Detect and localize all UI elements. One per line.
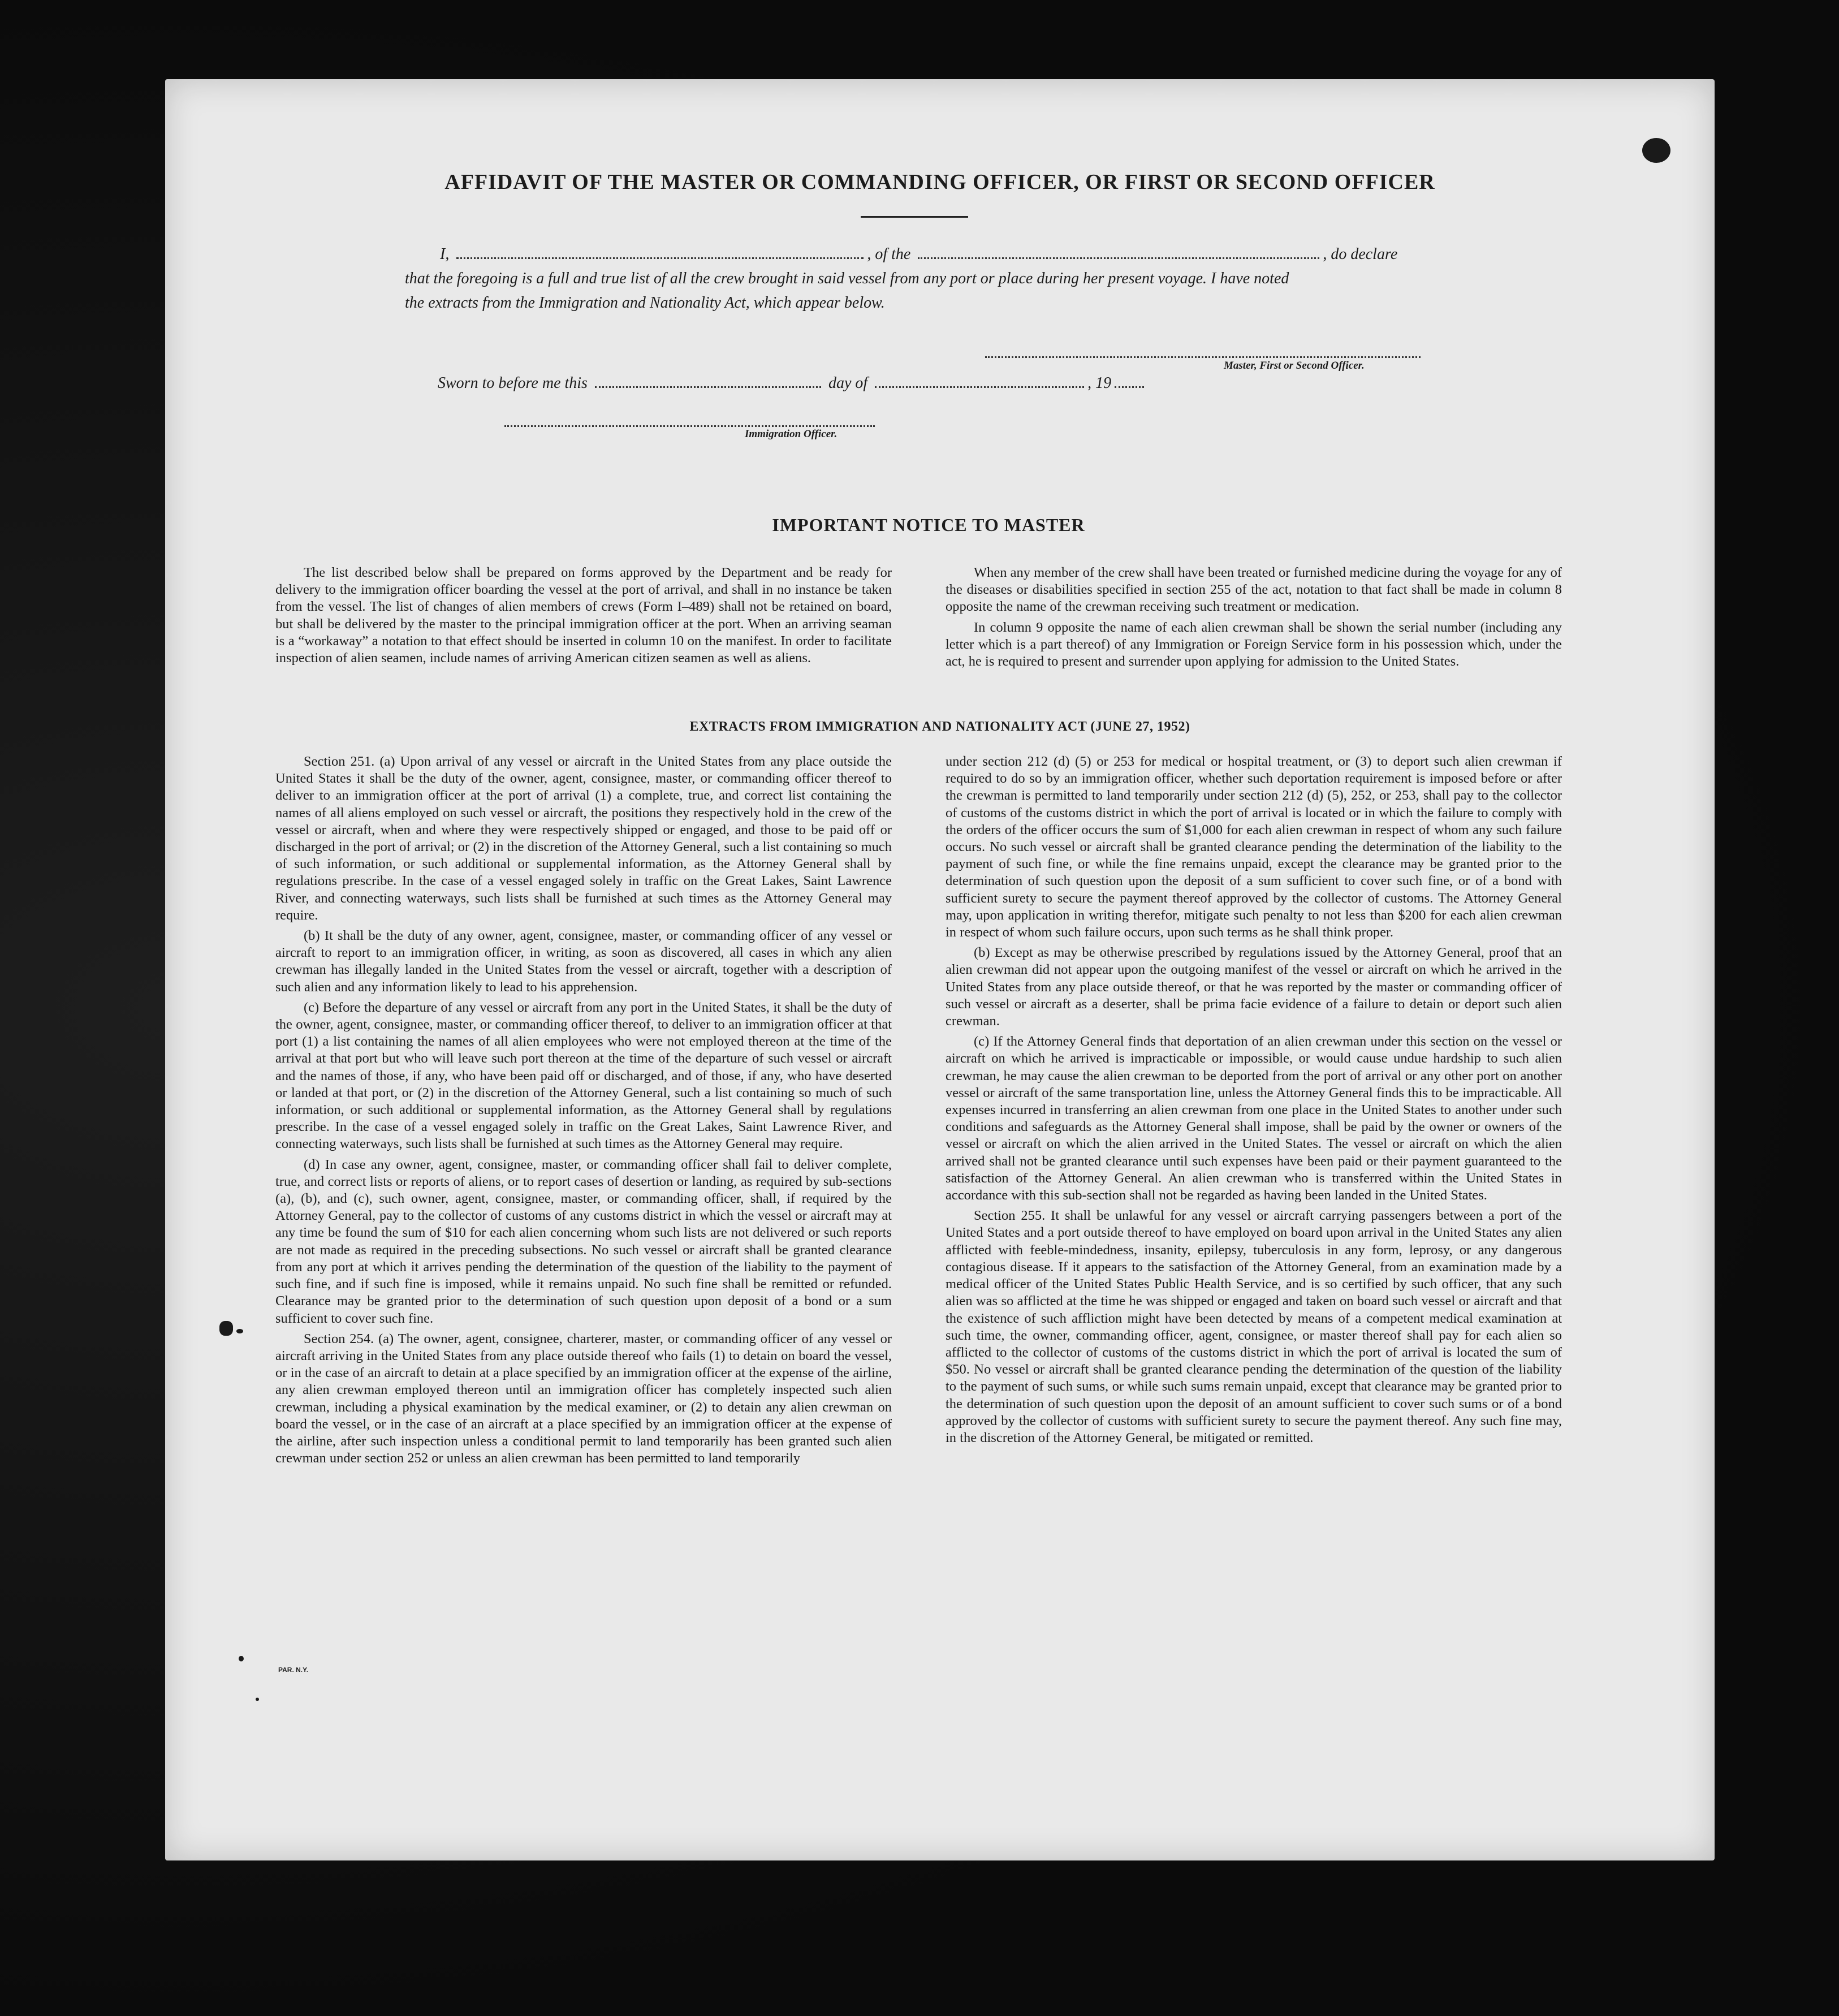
notice-left-column	[275, 564, 892, 670]
sworn-month-blank	[875, 386, 1084, 388]
name-blank	[456, 257, 864, 259]
notice-title: IMPORTANT NOTICE TO MASTER	[772, 515, 1085, 535]
vessel-blank	[918, 257, 1319, 259]
extract-paragraph: Section 255. It shall be unlawful for any vessel or aircraft carrying passengers between a port of the United States and a port outside thereof to have employed on board upon arrival in the United States any alien afflicted with feeble-mindedness, insanity, epilepsy, tuberculosis in any form, leprosy, or any dangerous contagious disease. If it appears to the satisfaction of the Attorney General, from an examination made by a medical officer of the United States Public Health Service, and is so certified by such officer, that any such alien was so afflicted at the time he was shipped or engaged and taken on board such vessel or aircraft and that the existence of such affliction might have been detected by means of a competent medical examination at such time, the owner, commanding officer, agent, consignee, or master thereof shall pay for each alien so afflicted to the collector of customs of the customs district in which the port of arrival is located the sum of $50. No vessel or aircraft shall be granted clearance pending the determination of the question of the liability to the payment of such sums, or while such sums remain unpaid, except that clearance may be granted prior to the determination of such question upon the deposit of an amount sufficient to cover such sums or of a bond approved by the collector of customs with sufficient surety to secure the payment thereof. Any such fine may, in the discretion of the Attorney General, be mitigated or remitted.	[946, 1208, 1562, 1445]
declaration-of-the: , of the	[867, 245, 911, 263]
declaration-text-1: that the foregoing is a full and true list of all the crew brought in said vessel from any port or place during her present voyage. I have noted	[405, 270, 1289, 287]
declaration-text-2: the extracts from the Immigration and Nationality Act, which appear below.	[405, 294, 885, 312]
extract-paragraph: (c) Before the departure of any vessel or aircraft from any port in the United States, it shall be the duty of the owner, agent, consignee, master, or commanding officer thereof, to deliver to an immigration officer at that port (1) a list containing the names of all alien employees who were not employed thereon at the time of the arrival at that port but who will leave such port thereon at the time of the departure of such vessel or aircraft and the names of those, if any, who have been paid off or discharged, and of those, if any, who have deserted or landed at that port, or (2) in the discretion of the Attorney General, such a list containing so much of such information, or such additional or supplemental information, as the Attorney General shall by regulations prescribe. In the case of a vessel engaged solely in traffic on the Great Lakes, Saint Lawrence River, and connecting waterways, such lists shall be furnished at such times as the Attorney General may require.	[275, 999, 892, 1152]
extract-paragraph: (b) Except as may be otherwise prescribed by regulations issued by the Attorney General, proof that an alien crewman did not appear upon the outgoing manifest of the vessel or aircraft on which he arrived in the United States from any place outside thereof, or that he was reported by the master or commanding officer of such vessel or aircraft as a deserter, shall be prima facie evidence of a failure to detain or deport such alien crewman.	[946, 945, 1562, 1029]
notice-paragraph: When any member of the crew shall have been treated or furnished medicine during the voyage for any of the diseases or disabilities specified in section 255 of the act, notation to that fact shall be made in column 8 opposite the name of the crewman receiving such treatment or medication.	[946, 565, 1562, 615]
ink-splatter	[219, 1321, 233, 1336]
extract-paragraph: (c) If the Attorney General finds that deportation of an alien crewman under this section on the vessel or aircraft on which he arrived is impracticable or impossible, or would cause undue hardship to such alien crewman, he may cause the alien crewman to be deported from the port of arrival or any other port on another vessel or aircraft of the same transportation line, unless the Attorney General finds this to be impracticable. All expenses incurred in transferring an alien crewman from one place in the United States to another under such conditions and safeguards as the Attorney General shall impose, shall be paid by the owner or owners of the vessel or aircraft on which the alien arrived in the United States. The vessel or aircraft on which the alien arrived shall not be granted clearance until such expenses have been paid or their payment guaranteed to the satisfaction of the Attorney General. An alien crewman who is transferred within the United States in accordance with this sub-section shall not be regarded as having been landed in the United States.	[946, 1034, 1562, 1203]
immigration-officer-signature-line	[504, 425, 875, 427]
extract-paragraph: (d) In case any owner, agent, consignee, master, or commanding officer shall fail to deliver complete, true, and correct lists or reports of aliens, or to report cases of desertion or landing, as required by sub-sections (a), (b), and (c), such owner, agent, consignee, master, or commanding officer, shall, if required by the Attorney General, pay to the collector of customs of any customs district in which the vessel or aircraft may at any time be found the sum of $10 for each alien concerning whom such lists are not delivered or such reports are not made as required in the preceding subsections. No such vessel or aircraft shall be granted clearance from any port at which it arrives pending the determination of the question of the liability to the payment of such fine, and if such fine is imposed, while it remains unpaid. No such fine shall be remitted or refunded. Clearance may be granted prior to the determination of such question upon deposit of a bond or a sum sufficient to cover such fine.	[275, 1156, 892, 1326]
extract-paragraph: Section 254. (a) The owner, agent, consignee, charterer, master, or commanding officer of any vessel or aircraft arriving in the United States from any place outside thereof who fails (1) to detain on board the vessel, or in the case of an aircraft to detain at a place specified by an immigration officer at the expense of the airline, any alien crewman employed thereon until an immigration officer has completely inspected such alien crewman, including a physical examination by the medical examiner, or (2) to detain any alien crewman on board the vessel, or in the case of an aircraft at a place specified by an immigration officer at the expense of the airline, after such inspection unless a conditional permit to land temporarily has been granted such alien crewman under section 252 or unless an alien crewman has been permitted to land temporarily	[275, 1331, 892, 1466]
sworn-year-blank	[1115, 386, 1144, 388]
master-signature-line	[985, 356, 1421, 358]
printer-mark: PAR. N.Y.	[278, 1666, 309, 1674]
sworn-prefix: Sworn to before me this	[438, 374, 588, 392]
notice-right-column	[946, 564, 1562, 674]
affidavit-title: AFFIDAVIT OF THE MASTER OR COMMANDING OFFICER, OR FIRST OR SECOND OFFICER	[444, 170, 1435, 194]
sworn-line	[438, 374, 1147, 392]
extract-paragraph: Section 251. (a) Upon arrival of any vessel or aircraft in the United States from any place outside the United States it shall be the duty of the owner, agent, consignee, master, or commanding officer thereof to deliver to an immigration officer at the port of arrival (1) a complete, true, and correct list containing the names of all aliens employed on such vessel or aircraft, the positions they respectively hold in the crew of the vessel or aircraft, when and where they were respectively shipped or engaged, and those to be paid off or discharged in the port of arrival; or (2) in the discretion of the Attorney General, such a list containing so much of such information, or such additional or supplemental information, as the Attorney General shall by regulations prescribe. In the case of a vessel engaged solely in traffic on the Great Lakes, Saint Lawrence River, and connecting waterways, such lists shall be furnished at such times as the Attorney General may require.	[275, 754, 892, 923]
ink-speck	[256, 1698, 259, 1701]
immigration-officer-label: Immigration Officer.	[745, 428, 838, 440]
notice-paragraph: In column 9 opposite the name of each alien crewman shall be shown the serial number (including any letter which is a part thereof) of any Immigration or Foreign Service form in his possession which, under the act, he is required to present and surrender upon applying for admission to the United States.	[946, 619, 1562, 670]
master-signature-label: Master, First or Second Officer.	[1224, 360, 1365, 372]
extracts-title: EXTRACTS FROM IMMIGRATION AND NATIONALITY ACT (JUNE 27, 1952)	[689, 719, 1190, 734]
extract-paragraph: under section 212 (d) (5) or 253 for medical or hospital treatment, or (3) to deport such alien crewman if required to do so by an immigration officer, whether such deportation requirement is imposed before or after the crewman is permitted to land temporarily under section 212 (d) (5), 252, or 253, shall pay to the collector of customs of the customs district in which the port of arrival is located or in which the failure to comply with the orders of the officer occurs the sum of $1,000 for each alien crewman in respect of whom any such failure occurs. No such vessel or aircraft shall be granted clearance pending the determination of the liability to the payment of such fine, or while the fine remains unpaid, except the clearance may be granted prior to the determination of such question upon the deposit of a sum sufficient to cover such fine, or of a bond with sufficient surety to secure the payment thereof approved by the collector of customs. The Attorney General may, upon application in writing therefor, mitigate such penalty to not less than $200 for each alien crewman in respect of whom such failure occurs, upon such terms as he shall think proper.	[946, 754, 1562, 940]
extract-left-column	[275, 753, 892, 1470]
notice-paragraph: The list described below shall be prepared on forms approved by the Department and be ready for delivery to the immigration officer boarding the vessel at the port of arrival, and shall in no instance be taken from the vessel. The list of changes of alien members of crews (Form I–489) shall not be retained on board, but shall be delivered by the master to the principal immigration officer at the port. When an arriving seaman is a “workaway” a notation to that effect should be inserted in column 10 on the manifest. In order to facilitate inspection of alien seamen, include names of arriving American citizen seamen as well as aliens.	[275, 565, 892, 666]
title-rule	[861, 216, 968, 218]
sworn-day-of: day of	[828, 374, 868, 392]
declaration-i: I,	[440, 245, 450, 263]
declaration-line	[440, 245, 1397, 264]
extract-right-column	[946, 753, 1562, 1450]
ink-speck	[239, 1656, 244, 1661]
ink-splatter	[236, 1329, 243, 1333]
sworn-day-blank	[595, 386, 821, 388]
declaration-declare: , do declare	[1323, 245, 1398, 263]
document-page	[165, 79, 1715, 1860]
sworn-year: , 19	[1087, 374, 1112, 392]
ink-blot	[1642, 138, 1670, 163]
extract-paragraph: (b) It shall be the duty of any owner, agent, consignee, master, or commanding officer of any vessel or aircraft to report to an immigration officer, in writing, as soon as discovered, all cases in which any alien crewman has illegally landed in the United States from the vessel or aircraft, together with a description of such alien and any information likely to lead to his apprehension.	[275, 928, 892, 995]
